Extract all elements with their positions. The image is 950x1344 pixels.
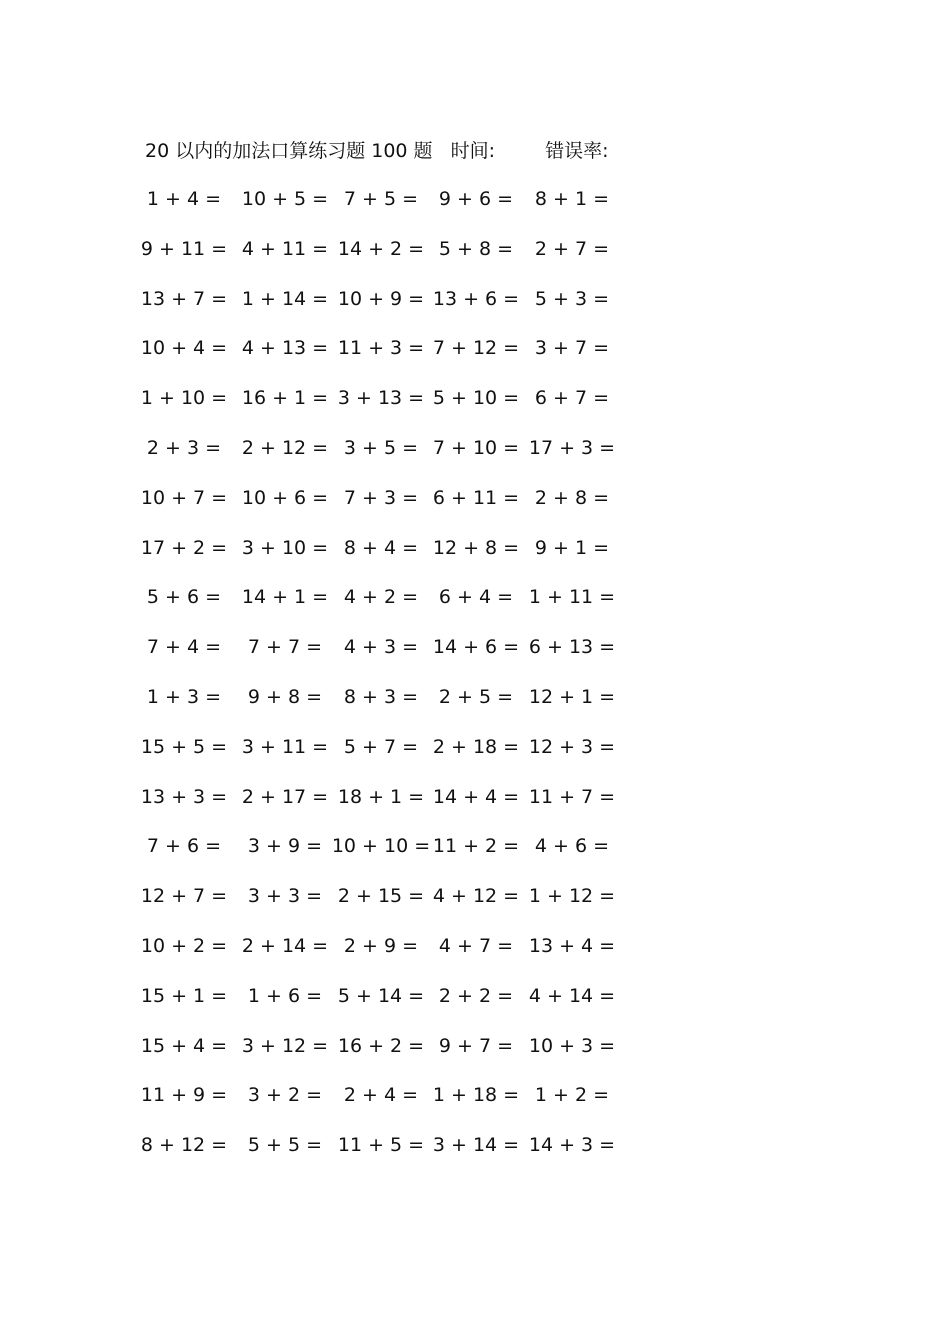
problem-item: 15 + 5 = [140, 735, 228, 758]
problem-item: 3 + 12 = [241, 1034, 329, 1057]
problem-item: 9 + 8 = [247, 685, 323, 708]
problem-item: 5 + 14 = [337, 984, 425, 1007]
problem-item: 7 + 4 = [146, 636, 222, 659]
problem-item: 14 + 4 = [432, 785, 520, 808]
problem-item: 3 + 5 = [343, 436, 419, 459]
problem-item: 14 + 2 = [337, 237, 425, 260]
problem-item: 7 + 5 = [343, 188, 419, 210]
problem-item: 2 + 8 = [534, 486, 610, 509]
problem-item: 14 + 6 = [432, 636, 520, 659]
problem-item: 7 + 10 = [432, 436, 520, 459]
problem-row [140, 733, 640, 783]
problem-item: 11 + 7 = [528, 785, 616, 808]
problem-item: 2 + 7 = [534, 237, 610, 260]
problem-item: 4 + 2 = [343, 586, 419, 609]
problem-item: 1 + 6 = [247, 984, 323, 1007]
problem-item: 9 + 6 = [438, 188, 514, 210]
problem-item: 2 + 2 = [438, 984, 514, 1007]
problem-item: 12 + 8 = [432, 536, 520, 559]
problem-item: 16 + 2 = [337, 1034, 425, 1057]
problem-item: 14 + 3 = [528, 1134, 616, 1157]
problem-item: 1 + 2 = [534, 1084, 610, 1107]
problem-item: 3 + 9 = [247, 835, 323, 858]
problem-item: 5 + 5 = [247, 1134, 323, 1157]
problem-item: 12 + 7 = [140, 885, 228, 908]
problem-item: 8 + 12 = [140, 1134, 228, 1157]
problem-item: 16 + 1 = [241, 387, 329, 410]
problem-item: 11 + 9 = [140, 1084, 228, 1107]
problem-row [140, 982, 640, 1032]
problem-row [140, 932, 640, 982]
problem-item: 6 + 7 = [534, 387, 610, 410]
error-rate-label: 错误率: [545, 140, 609, 162]
problem-item: 1 + 11 = [528, 586, 616, 609]
problem-item: 14 + 1 = [241, 586, 329, 609]
problem-item: 4 + 12 = [432, 885, 520, 908]
problem-item: 15 + 1 = [140, 984, 228, 1007]
problem-item: 10 + 5 = [241, 188, 329, 210]
problem-item: 8 + 1 = [534, 188, 610, 210]
problem-item: 4 + 6 = [534, 835, 610, 858]
problem-item: 2 + 18 = [432, 735, 520, 758]
problem-item: 10 + 6 = [241, 486, 329, 509]
problem-row [140, 783, 640, 833]
problem-item: 8 + 4 = [343, 536, 419, 559]
problem-item: 3 + 10 = [241, 536, 329, 559]
problem-item: 5 + 7 = [343, 735, 419, 758]
problem-item: 10 + 7 = [140, 486, 228, 509]
problem-item: 6 + 4 = [438, 586, 514, 609]
problem-item: 12 + 3 = [528, 735, 616, 758]
problem-item: 13 + 4 = [528, 934, 616, 957]
problem-item: 9 + 7 = [438, 1034, 514, 1057]
problem-item: 2 + 9 = [343, 934, 419, 957]
problem-row [140, 683, 640, 733]
worksheet-title: 20 以内的加法口算练习题 100 题 [145, 140, 433, 162]
problem-row [140, 334, 640, 384]
problem-item: 2 + 4 = [343, 1084, 419, 1107]
problem-row [140, 185, 640, 235]
problem-item: 1 + 10 = [140, 387, 228, 410]
problem-item: 5 + 6 = [146, 586, 222, 609]
problem-item: 8 + 3 = [343, 685, 419, 708]
problem-item: 15 + 4 = [140, 1034, 228, 1057]
problem-item: 11 + 2 = [432, 835, 520, 858]
problem-item: 3 + 2 = [247, 1084, 323, 1107]
problem-item: 17 + 2 = [140, 536, 228, 559]
problem-item: 4 + 11 = [241, 237, 329, 260]
problem-item: 1 + 12 = [528, 885, 616, 908]
problem-row [140, 882, 640, 932]
problem-item: 5 + 10 = [432, 387, 520, 410]
problem-item: 13 + 6 = [432, 287, 520, 310]
time-label: 时间: [450, 140, 496, 162]
problem-item: 13 + 7 = [140, 287, 228, 310]
problem-item: 5 + 3 = [534, 287, 610, 310]
problem-item: 10 + 3 = [528, 1034, 616, 1057]
problem-row [140, 832, 640, 882]
problem-item: 7 + 6 = [146, 835, 222, 858]
problem-item: 2 + 3 = [146, 436, 222, 459]
problem-row [140, 1131, 640, 1181]
problem-row [140, 1032, 640, 1082]
problem-item: 12 + 1 = [528, 685, 616, 708]
problem-item: 2 + 15 = [337, 885, 425, 908]
problem-item: 3 + 3 = [247, 885, 323, 908]
problem-item: 10 + 2 = [140, 934, 228, 957]
problem-row [140, 235, 640, 285]
problem-item: 4 + 13 = [241, 337, 329, 360]
problem-row [140, 534, 640, 584]
problem-item: 13 + 3 = [140, 785, 228, 808]
problem-item: 3 + 13 = [337, 387, 425, 410]
problem-row [140, 633, 640, 683]
problem-item: 6 + 11 = [432, 486, 520, 509]
problem-item: 1 + 3 = [146, 685, 222, 708]
problem-item: 9 + 11 = [140, 237, 228, 260]
problem-item: 3 + 14 = [432, 1134, 520, 1157]
problem-item: 1 + 4 = [146, 188, 222, 210]
problem-row [140, 434, 640, 484]
problem-row [140, 484, 640, 534]
problem-item: 18 + 1 = [337, 785, 425, 808]
problem-item: 2 + 14 = [241, 934, 329, 957]
problem-item: 6 + 13 = [528, 636, 616, 659]
problem-item: 10 + 10 = [331, 835, 431, 858]
problem-row [140, 384, 640, 434]
worksheet-header [145, 137, 608, 165]
problem-item: 7 + 3 = [343, 486, 419, 509]
problem-row [140, 583, 640, 633]
problem-row [140, 1081, 640, 1131]
problem-grid [140, 185, 640, 1181]
problem-row [140, 285, 640, 335]
problem-item: 10 + 4 = [140, 337, 228, 360]
problem-item: 11 + 3 = [337, 337, 425, 360]
problem-item: 2 + 12 = [241, 436, 329, 459]
problem-item: 10 + 9 = [337, 287, 425, 310]
problem-item: 2 + 5 = [438, 685, 514, 708]
problem-item: 2 + 17 = [241, 785, 329, 808]
problem-item: 3 + 11 = [241, 735, 329, 758]
problem-item: 1 + 18 = [432, 1084, 520, 1107]
problem-item: 4 + 7 = [438, 934, 514, 957]
problem-item: 7 + 12 = [432, 337, 520, 360]
problem-item: 1 + 14 = [241, 287, 329, 310]
problem-item: 7 + 7 = [247, 636, 323, 659]
problem-item: 11 + 5 = [337, 1134, 425, 1157]
problem-item: 3 + 7 = [534, 337, 610, 360]
problem-item: 4 + 3 = [343, 636, 419, 659]
problem-item: 4 + 14 = [528, 984, 616, 1007]
problem-item: 17 + 3 = [528, 436, 616, 459]
problem-item: 5 + 8 = [438, 237, 514, 260]
problem-item: 9 + 1 = [534, 536, 610, 559]
